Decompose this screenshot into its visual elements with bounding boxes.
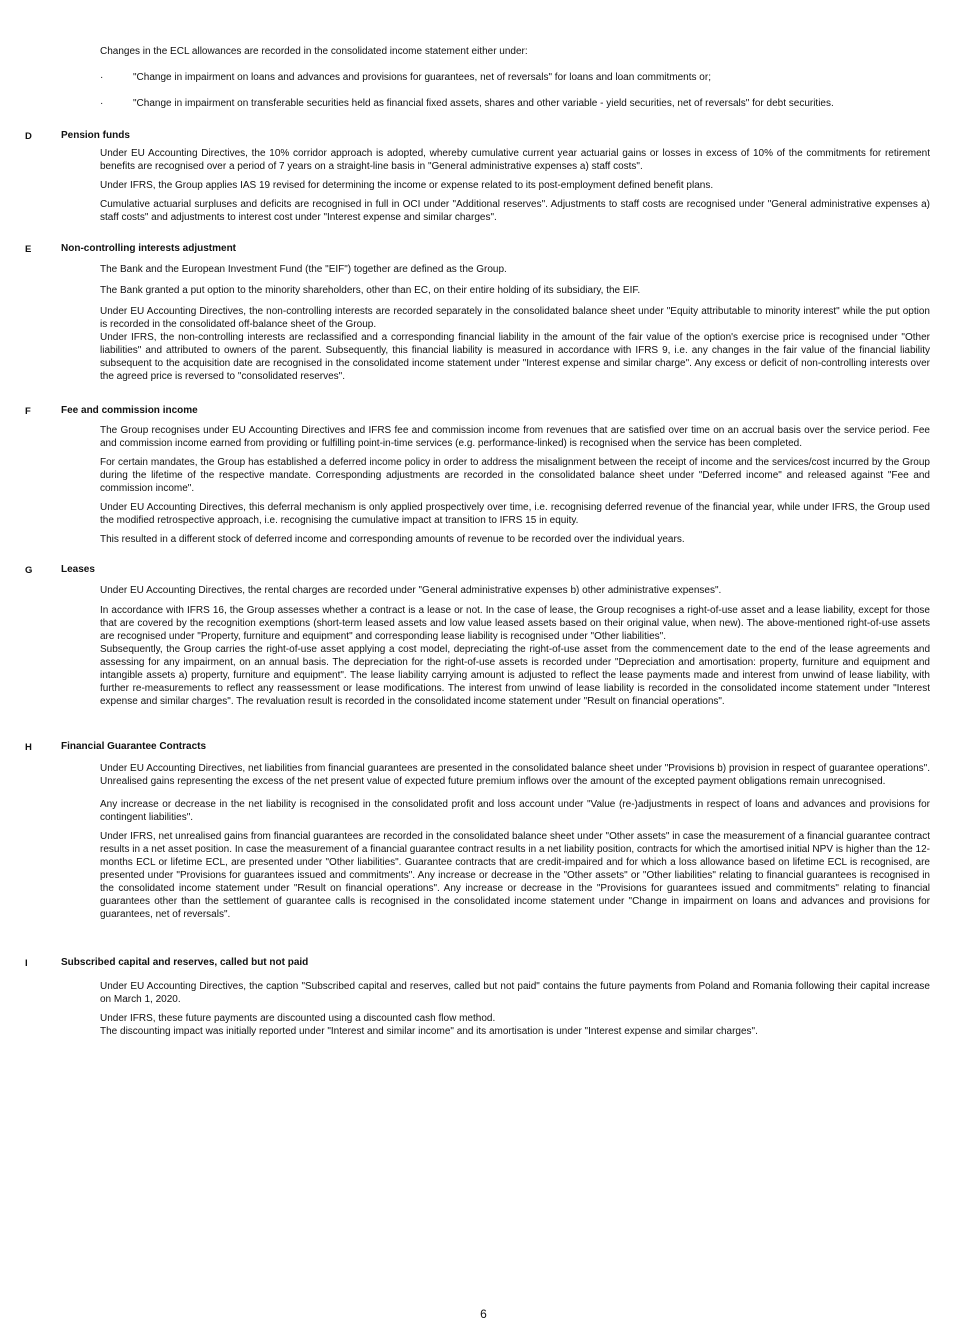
bullet-text: "Change in impairment on loans and advances and provisions for guarantees, net of reversals" for loans and loan commitments or;	[133, 72, 711, 83]
paragraph: The discounting impact was initially reported under "Interest and similar income" and its amortisation is under "Interest expense and similar charges".	[100, 1026, 758, 1037]
paragraph: Cumulative actuarial surpluses and deficits are recognised in full in OCI under "Additional reserves". Adjustments to staff costs are recognised under "General administrative expenses a) staff costs" and adjustments to interest cost under "Interest expense and similar charges".	[100, 199, 930, 223]
section-title: Non-controlling interests adjustment	[61, 243, 237, 254]
bullet-marker: ·	[100, 72, 104, 83]
section-leases	[0, 563, 967, 714]
paragraph: In accordance with IFRS 16, the Group assesses whether a contract is a lease or not. In the case of lease, the Group recognises a right-of-use asset and a lease liability, except for those that are covered by the recognition exemptions (short-term leased assets and low value leased assets based on their original value, when new). The above-mentioned right-of-use assets are recognised under "Property, furniture and equipment" and corresponding lease liability is recognised under "Other liabilities".	[100, 605, 930, 642]
paragraph: Under EU Accounting Directives, this deferral mechanism is only applied prospectively over time, i.e. recognising deferred revenue of the financial year, while under IFRS, the Group used the modified retrospective approach, i.e. recognising the cumulative impact at transition to IFRS 15 in equity.	[100, 502, 930, 526]
paragraph: For certain mandates, the Group has established a deferred income policy in order to address the misalignment between the receipt of income and the services/cost incurred by the Group during the lifetime of the respective mandate. Corresponding adjustments are recorded in the consolidated balance sheet under "Deferred income" and released against "Fee and commission income".	[100, 457, 930, 494]
section-body	[100, 980, 930, 1038]
section-header	[0, 740, 967, 756]
section-letter: E	[25, 244, 32, 255]
bullet-marker: ·	[100, 98, 104, 109]
intro-block	[100, 45, 930, 123]
section-letter: F	[25, 406, 31, 417]
section-body	[100, 762, 930, 921]
paragraph: This resulted in a different stock of deferred income and corresponding amounts of revenue to be recorded over the individual years.	[100, 534, 685, 545]
page-number: 6	[480, 1307, 487, 1321]
section-letter: G	[25, 565, 33, 576]
paragraph: The Bank granted a put option to the minority shareholders, other than EC, on their entire holding of its subsidiary, the EIF.	[100, 285, 641, 296]
section-pension-funds	[0, 129, 967, 230]
section-body	[100, 584, 930, 708]
paragraph: Under EU Accounting Directives, net liabilities from financial guarantees are presented in the consolidated balance sheet under "Provisions b) provision in respect of guarantee operations". Unrealised gains representing the excess of the net present value of expected future premium inflows over the amount of the excepted payment obligations remain unrecognised.	[100, 763, 930, 787]
paragraph: Under IFRS, the Group applies IAS 19 revised for determining the income or expense related to its post-employment defined benefit plans.	[100, 180, 714, 191]
paragraph: The Group recognises under EU Accounting Directives and IFRS fee and commission income from revenues that are satisfied over time on an accrual basis over the service period. Fee and commission income earned from providing or fulfilling point-in-time services (e.g. performance-linked) is recognised when the service has been completed.	[100, 425, 930, 449]
paragraph: Subsequently, the Group carries the right-of-use asset applying a cost model, depreciating the right-of-use asset from the commencement date to the end of the lease agreements and assessing for any impairment, on an annual basis. The depreciation for the right-of-use assets is recorded under "Depreciation and amortisation: property, furniture and equipment and intangible assets a) property, furniture and equipment". The lease liability carrying amount is adjusted to reflect the lease payments made and interest from unwind of lease liability, with further re-measurements to reflect any reassessment or lease modifications. The interest from unwind of lease liability is recorded in the consolidated income statement under "Interest expense and similar charges". The revaluation result is recorded in the consolidated income statement under "Result on financial operations".	[100, 644, 930, 707]
section-body	[100, 147, 930, 224]
intro-bullet	[100, 71, 930, 84]
section-title: Leases	[61, 564, 95, 575]
paragraph: Under IFRS, net unrealised gains from financial guarantees are recorded in the consolidated balance sheet under "Other assets" in case the measurement of a financial guarantee contract results in a net asset position. In case the measurement of a financial guarantee contract results in a net liability position, contracts for which the amortised initial NPV is higher than the 12-months ECL or lifetime ECL, are presented under "Other liabilities". Guarantee contracts that are credit-impaired and for which a loss allowance based on lifetime ECL is recognised, are presented under "Provisions for guarantees issued and commitments". Any increase or decrease in the "Other assets" or "Other liabilities" relating to financial guarantees is recognised in the consolidated income statement under "Result on financial operations". Any increase or decrease in the "Provisions for guarantees issued and commitments" relating to financial guarantees other than the settlement of guarantee calls is recognised in the consolidated income statement under "Change in impairment on loans and advances and provisions for guarantees, net of reversals".	[100, 831, 930, 920]
paragraph: Under IFRS, these future payments are discounted using a discounted cash flow method.	[100, 1013, 496, 1024]
section-title: Subscribed capital and reserves, called but not paid	[61, 957, 309, 968]
section-financial-guarantee-contracts	[0, 740, 967, 927]
intro-lead: Changes in the ECL allowances are recorded in the consolidated income statement either under:	[100, 46, 528, 57]
section-header	[0, 956, 967, 972]
paragraph: Under EU Accounting Directives, the non-controlling interests are recorded separately in the consolidated balance sheet under "Equity attributable to minority interest" while the put option is recorded in the consolidated off-balance sheet of the Group.	[100, 306, 930, 330]
paragraph: The Bank and the European Investment Fund (the "EIF") together are defined as the Group.	[100, 264, 507, 275]
bullet-text: "Change in impairment on transferable securities held as financial fixed assets, shares and other variable - yield securities, net of reversals" for debt securities.	[133, 98, 834, 109]
section-header	[0, 129, 967, 145]
section-title: Fee and commission income	[61, 405, 198, 416]
section-subscribed-capital	[0, 956, 967, 1044]
paragraph: Under EU Accounting Directives, the caption "Subscribed capital and reserves, called but not paid" contains the future payments from Poland and Romania following their capital increase on March 1, 2020.	[100, 981, 930, 1005]
intro-bullet	[100, 97, 930, 110]
section-body	[100, 263, 930, 383]
section-title: Financial Guarantee Contracts	[61, 741, 207, 752]
section-title: Pension funds	[61, 130, 130, 141]
paragraph: Under EU Accounting Directives, the rental charges are recorded under "General administrative expenses b) other administrative expenses".	[100, 585, 722, 596]
section-non-controlling-interests	[0, 242, 967, 389]
section-letter: I	[25, 958, 28, 969]
paragraph: Any increase or decrease in the net liability is recognised in the consolidated profit and loss account under "Value (re-)adjustments in respect of loans and advances and provisions for contingent liabilities".	[100, 799, 930, 823]
paragraph: Under EU Accounting Directives, the 10% corridor approach is adopted, whereby cumulative current year actuarial gains or losses in excess of 10% of the commitments for retirement benefits are recognised over a period of 7 years on a straight-line basis in "General administrative expenses a) staff costs".	[100, 148, 930, 172]
section-letter: D	[25, 131, 32, 142]
section-header	[0, 563, 967, 579]
section-letter: H	[25, 742, 32, 753]
paragraph: Under IFRS, the non-controlling interests are reclassified and a corresponding financial liability in the amount of the fair value of the option's exercise price is recognised under "Other liabilities" and attributed to owners of the parent. Subsequently, this financial liability is measured in accordance with IFRS 9, i.e. any changes in the fair value of the financial liability subsequent to the acquisition date are recognised in the consolidated income statement under "Interest expense and similar charge". Any excess or deficit of non-controlling interests over the agreed price is reversed to "consolidated reserves".	[100, 332, 930, 382]
section-header	[0, 404, 967, 420]
section-body	[100, 424, 930, 546]
section-header	[0, 242, 967, 258]
section-fee-commission-income	[0, 404, 967, 552]
